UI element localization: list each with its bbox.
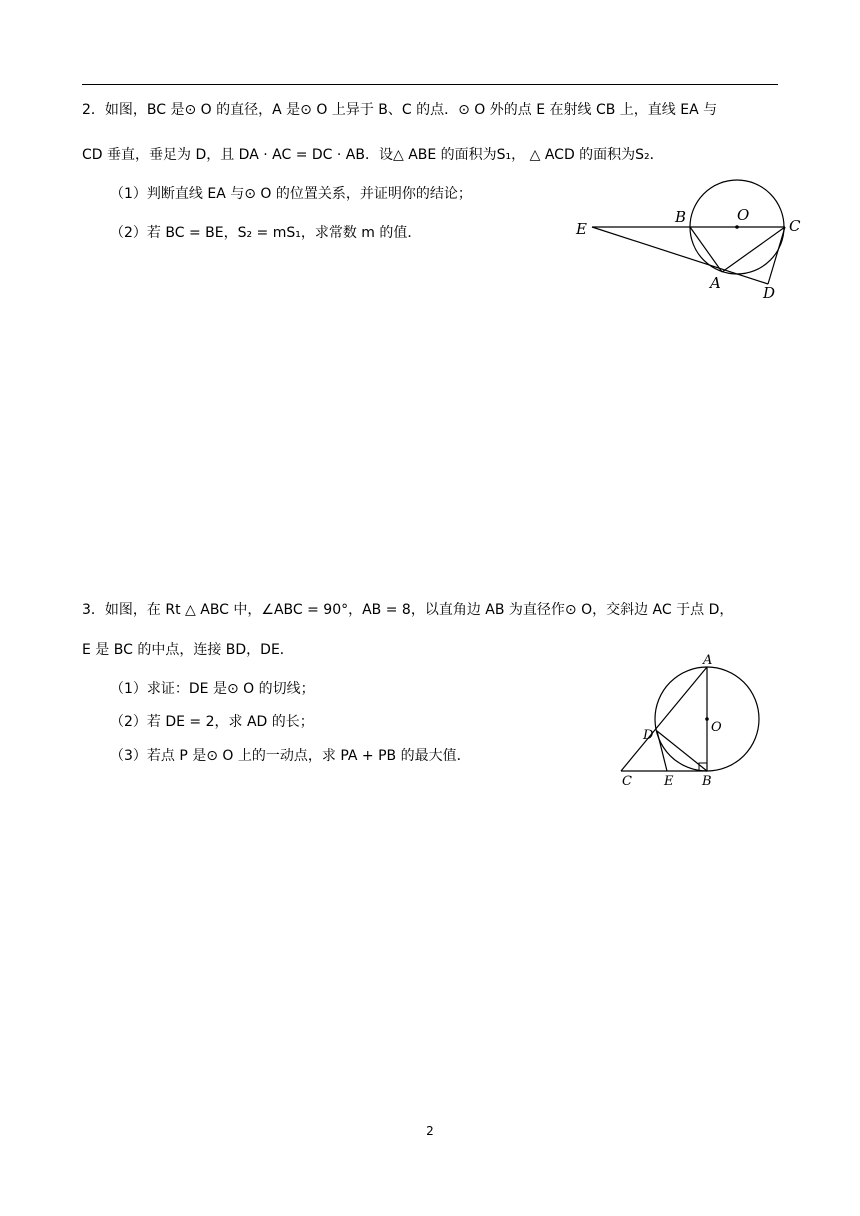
p3-label-C: C xyxy=(622,774,632,789)
problem2-part2: （2）若 BC = BE，S₂ = mS₁，求常数 m 的值． xyxy=(110,225,422,241)
p3-label-E: E xyxy=(664,774,674,789)
problem3-part1: （1）求证：DE 是⊙ O 的切线； xyxy=(110,681,315,697)
p3-label-B: B xyxy=(702,774,712,789)
problem3-part2: （2）若 DE = 2，求 AD 的长； xyxy=(110,714,314,730)
page-number: 2 xyxy=(426,1124,434,1138)
p2-label-O: O xyxy=(737,206,750,224)
p2-label-D: D xyxy=(763,284,776,302)
p3-line-AC xyxy=(621,667,707,771)
p2-label-B: B xyxy=(675,208,687,226)
p3-label-O: O xyxy=(711,720,722,735)
problem2-part1: （1）判断直线 EA 与⊙ O 的位置关系，并证明你的结论； xyxy=(110,186,472,202)
p2-line-BA xyxy=(690,227,722,272)
p2-line-AC xyxy=(722,227,785,272)
problem3-part3: （3）若点 P 是⊙ O 上的一动点，求 PA + PB 的最大值． xyxy=(110,748,471,764)
problem3-line1: 3．如图，在 Rt △ ABC 中，∠ABC = 90°，AB = 8，以直角边 AB 为直径作⊙ O，交斜边 AC 于点 D， xyxy=(82,602,734,618)
p3-label-A: A xyxy=(703,653,713,668)
problem2-line1: 2．如图，BC 是⊙ O 的直径，A 是⊙ O 上异于 B、C 的点．⊙ O 外的点 E 在射线 CB 上，直线 EA 与 xyxy=(82,102,718,118)
p3-center-dot xyxy=(705,717,709,721)
problem2-line2: CD 垂直，垂足为 D，且 DA · AC = DC · AB．设△ ABE 的面积为S₁， △ ACD 的面积为S₂． xyxy=(82,147,664,163)
p2-line-ED xyxy=(592,227,768,284)
p2-label-E: E xyxy=(576,220,587,238)
p2-label-A: A xyxy=(710,274,721,292)
p2-label-C: C xyxy=(789,217,801,235)
problem3-line2: E 是 BC 的中点，连接 BD，DE． xyxy=(82,642,294,658)
p2-line-CD xyxy=(768,227,785,284)
p3-label-D: D xyxy=(643,728,654,743)
p2-center-dot xyxy=(735,225,739,229)
